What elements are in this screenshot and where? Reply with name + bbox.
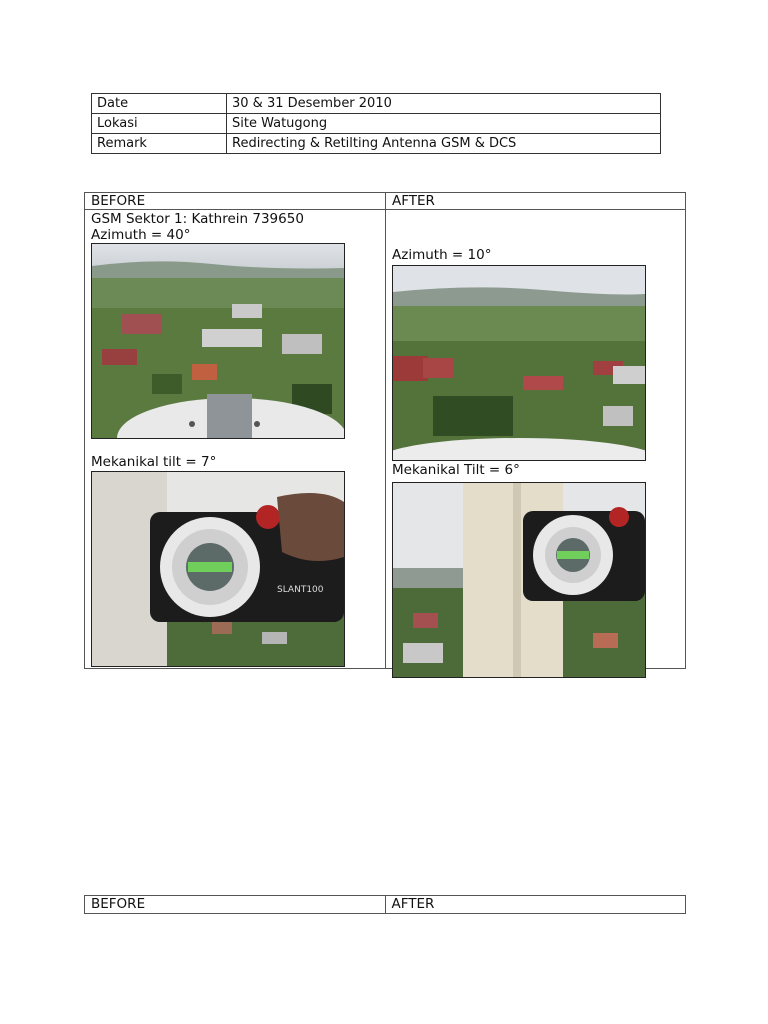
- after-tilt-photo: [392, 482, 646, 678]
- before-column: [85, 210, 386, 669]
- before-header: BEFORE: [85, 193, 386, 210]
- before-azimuth-caption: Azimuth = 40°: [91, 227, 191, 243]
- before-azimuth-photo: [91, 243, 345, 439]
- info-value: Site Watugong: [227, 114, 661, 134]
- info-row-lokasi: [92, 114, 661, 134]
- info-row-date: [92, 94, 661, 114]
- info-row-remark: [92, 134, 661, 154]
- info-key: Date: [92, 94, 227, 114]
- after-header: AFTER: [386, 193, 686, 210]
- photo-comparison-table: [84, 192, 686, 669]
- after-azimuth-photo: [392, 265, 646, 461]
- meter-brand-label: SLANT100: [277, 585, 324, 595]
- info-value: Redirecting & Retilting Antenna GSM & DCS: [227, 134, 661, 154]
- before-tilt-photo: [91, 471, 345, 667]
- bottom-after-header: AFTER: [385, 896, 686, 914]
- info-key: Remark: [92, 134, 227, 154]
- after-azimuth-caption: Azimuth = 10°: [392, 247, 492, 263]
- before-tilt-caption: Mekanikal tilt = 7°: [91, 454, 217, 470]
- after-tilt-caption: Mekanikal Tilt = 6°: [392, 462, 520, 478]
- after-column: [386, 210, 686, 669]
- info-table: [91, 93, 661, 154]
- bottom-before-header: BEFORE: [85, 896, 386, 914]
- bottom-comparison-table: [84, 895, 686, 914]
- info-value: 30 & 31 Desember 2010: [227, 94, 661, 114]
- sector-label: GSM Sektor 1: Kathrein 739650: [91, 211, 304, 227]
- info-key: Lokasi: [92, 114, 227, 134]
